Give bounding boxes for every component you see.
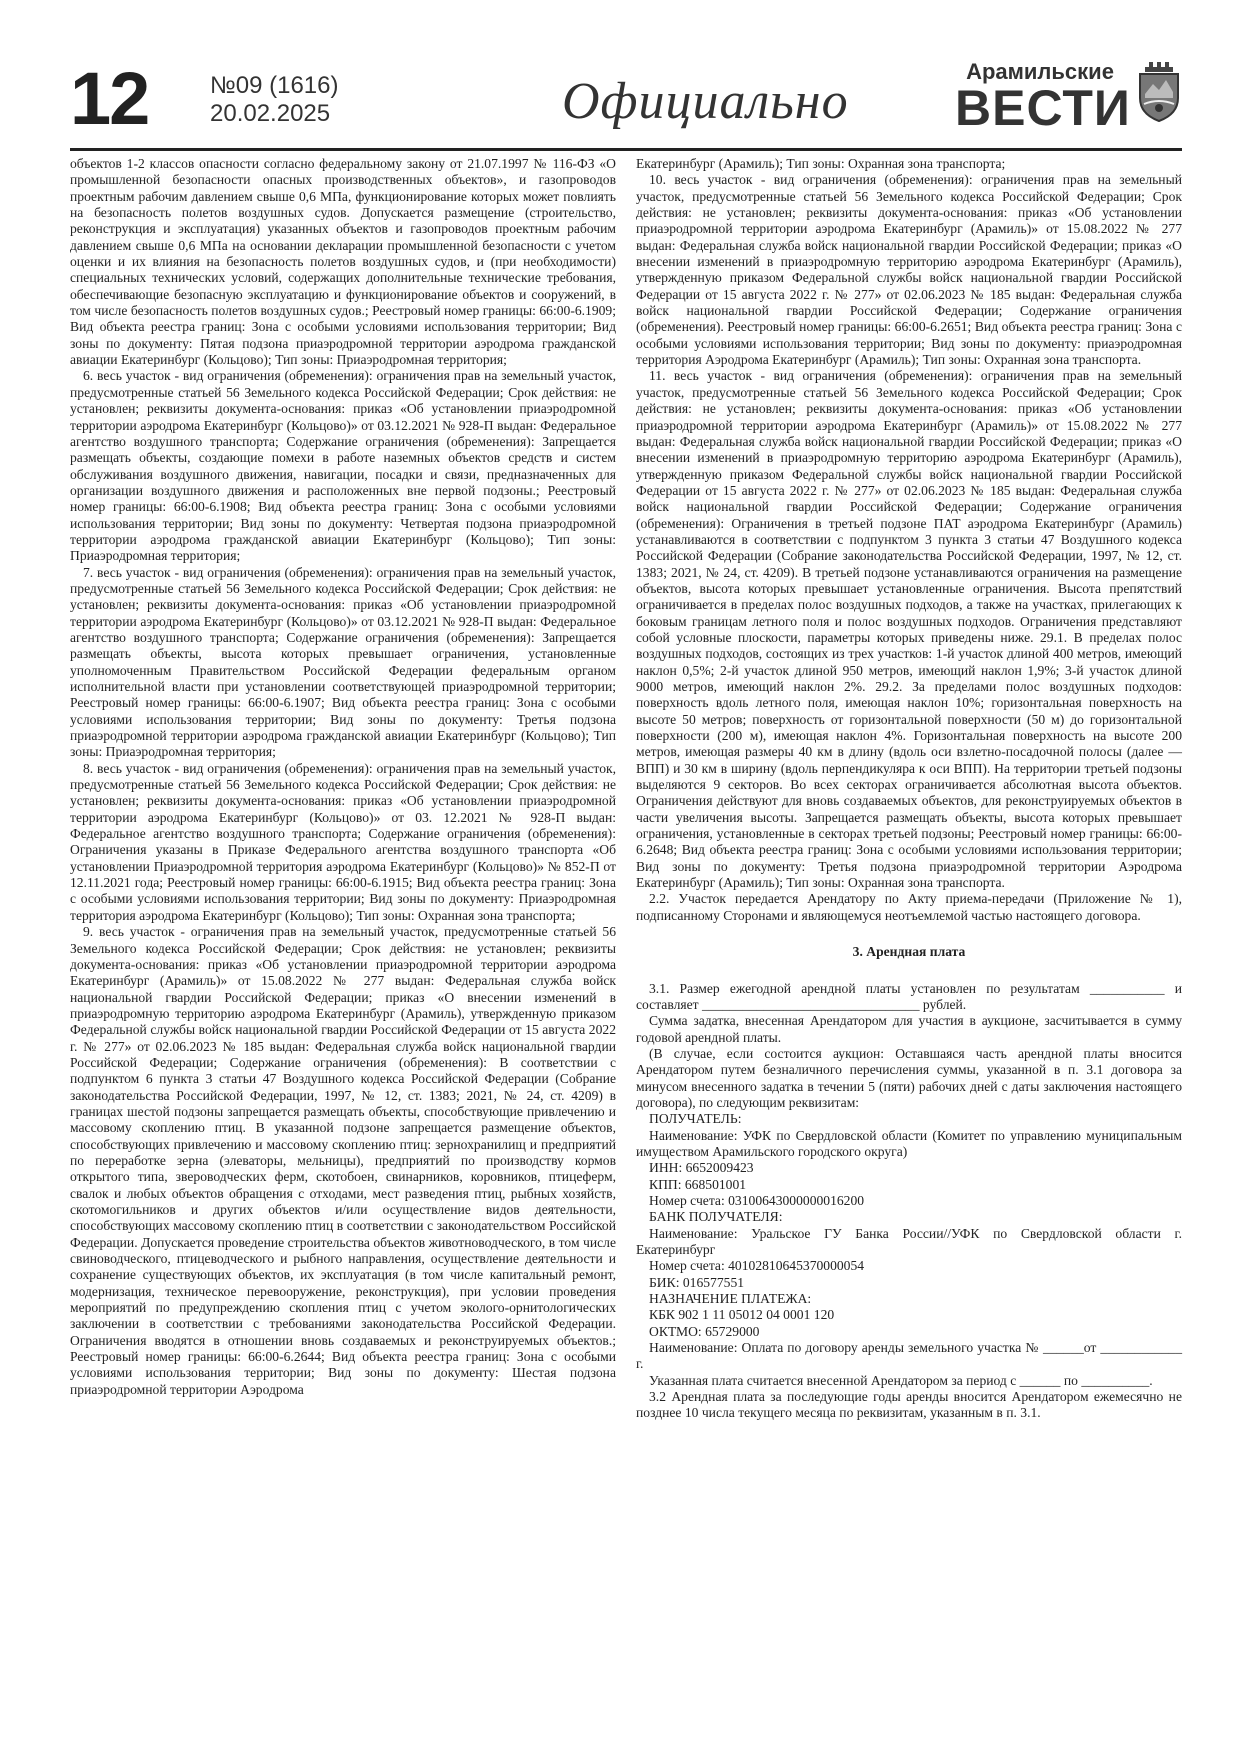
paragraph: 9. весь участок - ограничения прав на земельный участок, предусмотренные статьей 56 Земельного кодекса Российской Федерации; Срок действия: не установлен; реквизиты документа-основания: приказ «Об установлении приаэродромной территории аэродрома Екатеринбург (Арамиль)» от 15.08.2022 № 277 выдан: Федеральная служба войск национальной гвардии Российской Федерации; приказ «О внесении изменений в приаэродромную территорию аэродрома Екатеринбург (Арамиль), утвержденную приказом Федеральной службы войск национальной гвардии Российской Федерации от 15 августа 2022 г. № 277» от 02.06.2023 № 185 выдан: Федеральная служба войск национальной гвардии Российской Федерации; Содержание ограничения (обременения): В соответствии с подпунктом 6 пункта 3 статьи 47 Воздушного кодекса Российской Федерации (Собрание законодательства Российской Федерации, 1997, № 12, ст. 1383; 2021, № 24, ст. 4209) в границах шестой подзоны запрещается размещать объекты, способствующие привлечению и массовому скоплению птиц. В указанной подзоне запрещается размещение объектов, способствующих привлечению и массовому скоплению птиц: зернохранилищ и предприятий по переработке зерна (элеваторы, мельницы), предприятий по производству кормов открытого типа, звероводческих ферм, скотобоен, свинарников, коровников, птицеферм, свалок и любых объектов обращения с отходами, мест разведения птиц, рыбных хозяйств, скотомогильников и других объектов и/или осуществление видов деятельности, способствующих массовому скоплению птиц в соответствии с законодательством Российской Федерации. Допускается проведение строительства объектов животноводческого, в том числе свиноводческого, птицеводческого и рыбного направления, осуществление деятельности и сохранение существующих объектов, их эксплуатация (в том числе капитальный ремонт, модернизация, техническое перевооружение, реконструкция), при условии проведения мероприятий по предупреждению скопления птиц с учетом эколого-орнитологических заключении в соответствии с требованиями законодательства Российской Федерации. Ограничения вводятся в отношении вновь создаваемых и реконструируемых объектов.; Реестровый номер границы: 66:00-6.2644; Вид объекта реестра границ: Зона с особыми условиями использования территории; Вид зоны по документу: Шестая подзона приаэродромной территории Аэродрома <box>70 924 616 1397</box>
paragraph: Номер счета: 03100643000000016200 <box>649 1192 865 1208</box>
right-column <box>636 156 1182 1422</box>
paragraph: объектов 1-2 классов опасности согласно федеральному закону от 21.07.1997 № 116-ФЗ «О промышленной безопасности опасных производственных объектов», и газопроводов проектным рабочим давлением свыше 0,6 МПа, функционирование которых может повлиять на безопасность полетов воздушных судов. Допускается размещение (строительство, реконструкция и эксплуатация) указанных объектов и газопроводов проектным рабочим давлением свыше 0,6 МПа на основании декларации промышленной безопасности с учетом оценки и их влияния на безопасность полетов воздушных судов, и (при необходимости) специальных технических условий, содержащих дополнительные технические требования, обеспечивающие безопасную эксплуатацию и функционирование объектов и сооружений, в том числе безопасность полетов воздушных судов.; Реестровый номер границы: 66:00-6.1909; Вид объекта реестра границ: Зона с особыми условиями использования территории; Вид зоны по документу: Пятая подзона приаэродромной территории аэродрома гражданской авиации Екатеринбург (Кольцово); Тип зоны: Приаэродромная территория; <box>70 156 616 368</box>
paragraph: НАЗНАЧЕНИЕ ПЛАТЕЖА: <box>649 1291 812 1307</box>
paragraph: Сумма задатка, внесенная Арендатором для участия в аукционе, засчитывается в сумму годовой арендной платы. <box>636 1013 1182 1045</box>
paragraph: 8. весь участок - вид ограничения (обременения): ограничения прав на земельный участок, предусмотренные статьей 56 Земельного кодекса Российской Федерации; Срок действия: не установлен; реквизиты документа-основания: приказ «Об установлении приаэродромной территории аэродрома Екатеринбург (Кольцово)» от 03. 12.2021 № 928-П выдан: Федеральное агентство воздушного транспорта; Содержание ограничения (обременения): Ограничения указаны в Приказе Федерального агентства воздушного транспорта «Об установлении Приаэродромной территория аэродрома Екатеринбург (Кольцово)» № 852-П от 12.11.2021 года; Реестровый номер границы: 66:00-6.1915; Вид объекта реестра границ: Зона с особыми условиями использования территории; Вид зоны по документу: Приаэродромная территория аэродрома Екатеринбург (Кольцово); Тип зоны: Охранная зона транспорта; <box>70 760 616 923</box>
paragraph: Номер счета: 40102810645370000054 <box>649 1258 865 1274</box>
paragraph: БАНК ПОЛУЧАТЕЛЯ: <box>649 1209 783 1225</box>
issue-date: 20.02.2025 <box>210 100 331 127</box>
paragraph: (В случае, если состоится аукцион: Оставшаяся часть арендной платы вносится Арендатором путем безналичного перечисления суммы, указанной в п. 3.1 договора за минусом внесенного задатка в течении 5 (пяти) рабочих дней с даты заключения настоящего договора), по следующим реквизитам: <box>636 1045 1182 1110</box>
paragraph: 7. весь участок - вид ограничения (обременения): ограничения прав на земельный участок, предусмотренные статьей 56 Земельного кодекса Российской Федерации; Срок действия: не установлен; реквизиты документа-основания: приказ «Об установлении приаэродромной территории аэродрома Екатеринбург (Кольцово)» от 03.12.2021 № 928-П выдан: Федеральное агентство воздушного транспорта; Содержание ограничения (обременения): Запрещается размещать объекты, высота которых превышает ограничения, установленные уполномоченным Правительством Российской Федерации федеральным органом исполнительной власти при установлении соответствующей приаэродромной территории; Реестровый номер границы: 66:00-6.1907; Вид объекта реестра границ: Зона с особыми условиями использования территории; Вид зоны по документу: Третья подзона приаэродромной территории аэродрома гражданской авиации Екатеринбург (Кольцово); Тип зоны: Приаэродромная территория; <box>70 564 616 760</box>
paragraph: 10. весь участок - вид ограничения (обременения): ограничения прав на земельный участок, предусмотренные статьей 56 Земельного кодекса Российской Федерации; Срок действия: не установлен; реквизиты документа-основания: приказ «Об установлении приаэродромной территории аэродрома Екатеринбург (Арамиль)» от 15.08.2022 № 277 выдан: Федеральная служба войск национальной гвардии Российской Федерации; приказ «О внесении изменений в приаэродромную территорию аэродрома Екатеринбург (Арамиль), утвержденную приказом Федеральной службы войск национальной гвардии Российской Федерации от 15 августа 2022 г. № 277» от 02.06.2023 № 185 выдан: Федеральная служба войск национальной гвардии Российской Федерации; Содержание ограничения (обременения). Реестровый номер границы: 66:00-6.2651; Вид объекта реестра границ: Зона с особыми условиями использования территории; Вид зоны по документу: приаэродромная территория Аэродрома Екатеринбург (Арамиль); Тип зоны: Охранная зона транспорта. <box>636 172 1182 368</box>
page-header <box>70 58 1182 150</box>
masthead-top: Арамильские <box>966 59 1114 84</box>
masthead-main: ВЕСТИ <box>955 80 1131 136</box>
section-heading: 3. Арендная плата <box>852 944 966 960</box>
paragraph: Екатеринбург (Арамиль); Тип зоны: Охранная зона транспорта; <box>636 156 1006 171</box>
paragraph: Наименование: Уральское ГУ Банка России//УФК по Свердловской области г. Екатеринбург <box>636 1225 1182 1257</box>
coat-of-arms-icon <box>1135 62 1183 122</box>
paragraph: БИК: 016577551 <box>649 1274 745 1290</box>
paragraph: 6. весь участок - вид ограничения (обременения): ограничения прав на земельный участок, предусмотренные статьей 56 Земельного кодекса Российской Федерации; Срок действия: не установлен; реквизиты документа-основания: приказ «Об установлении приаэродромной территории аэродрома Екатеринбург (Кольцово)» от 03.12.2021 № 928-П выдан: Федеральное агентство воздушного транспорта; Содержание ограничения (обременения): Запрещается размещать объекты, создающие помехи в работе наземных объектов средств и систем обслуживания воздушного движения, навигации, посадки и связи, предназначенных для организации воздушного движения и расположенных вне первой подзоны.; Реестровый номер границы: 66:00-6.1908; Вид объекта реестра границ: Зона с особыми условиями использования территории; Вид зоны по документу: Четвертая подзона приаэродромной территории аэродрома гражданской авиации Екатеринбург (Кольцово); Тип зоны: Приаэродромная территория; <box>70 368 616 564</box>
paragraph: ОКТМО: 65729000 <box>649 1323 760 1339</box>
issue-info <box>210 72 338 128</box>
paragraph: КБК 902 1 11 05012 04 0001 120 <box>649 1307 835 1323</box>
section-title: Официально <box>562 73 849 130</box>
paragraph: 3.2 Арендная плата за последующие годы аренды вносится Арендатором ежемесячно не позднее 10 числа текущего месяца по реквизитам, указанным в п. 3.1. <box>636 1389 1182 1421</box>
paragraph: Наименование: Оплата по договору аренды земельного участка № ______от ____________ г. <box>636 1340 1182 1372</box>
paragraph: Наименование: УФК по Свердловской области (Комитет по управлению муниципальным имуществом Арамильского городского округа) <box>636 1127 1182 1159</box>
paragraph: ПОЛУЧАТЕЛЬ: <box>649 1111 742 1127</box>
paragraph: ИНН: 6652009423 <box>649 1160 754 1176</box>
paragraph: Указанная плата считается внесенной Арендатором за период с ______ по __________. <box>649 1372 1153 1388</box>
left-column <box>70 156 616 1398</box>
masthead-logo <box>955 59 1131 136</box>
header-rule <box>70 148 1182 151</box>
paragraph: 2.2. Участок передается Арендатору по Акту приема-передачи (Приложение № 1), подписанному Сторонами и являющемуся неотъемлемой частью настоящего договора. <box>636 891 1182 923</box>
paragraph: 11. весь участок - вид ограничения (обременения): ограничения прав на земельный участок, предусмотренные статьей 56 Земельного кодекса Российской Федерации; Срок действия: не установлен; реквизиты документа-основания: приказ «Об установлении приаэродромной территории аэродрома Екатеринбург (Арамиль)» от 15.08.2022 № 277 выдан: Федеральная служба войск национальной гвардии Российской Федерации; приказ «О внесении изменений в приаэродромную территорию аэродрома Екатеринбург (Арамиль), утвержденную приказом Федеральной службы войск национальной гвардии Российской Федерации от 15 августа 2022 г. № 277» от 02.06.2023 № 185 выдан: Федеральная служба войск национальной гвардии Российской Федерации; Содержание ограничения (обременения): Ограничения в третьей подзоне ПАТ аэродрома Екатеринбург (Арамиль) устанавливаются в соответствии с подпунктом 3 пункта 3 статьи 47 Воздушного кодекса Российской Федерации (Собрание законодательства Российской Федерации, 1997, № 12, ст. 1383; 2021, № 24, ст. 4209). В третьей подзоне устанавливаются ограничения на размещение объектов, высота которых превышает установленные ограничения. Высота препятствий ограничивается в пределах полос воздушных подходов, а также на участках, прилегающих к боковым границам летного поля и полос воздушных подходов. Ограничения представляют собой условные плоскости, параметры которых приведены ниже. 29.1. В пределах полос воздушных подходов, состоящих из трех участков: 1-й участок длиной 400 метров, имеющий наклон 0,5%; 2-й участок длиной 950 метров, имеющий наклон 1,9%; 3-й участок длиной 9000 метров, имеющий наклон 2%. 29.2. За пределами полос воздушных подходов: поверхность вдоль летного поля, имеющая наклон 10%; горизонтальная поверхность на высоте 50 метров; поверхность от горизонтальной поверхности (50 м) до горизонтальной поверхности (200 м), имеющая наклон 4%. Горизонтальная поверхность на высоте 200 метров, имеющая размеры 40 км в длину (вдоль оси взлетно-посадочной полосы (далее — ВПП) и 30 км в ширину (вдоль перпендикуляра к оси ВПП). На территории третьей подзоны выделяются 9 секторов. Во всех секторах ограничивается абсолютная высота объектов. Ограничения действуют для вновь создаваемых объектов, для реконструируемых объектов в части увеличения высоты. Запрещается размещать объекты, высота которых превышает ограничения, установленные в секторах третьей подзоны; Реестровый номер границы: 66:00-6.2648; Вид объекта реестра границ: Зона с особыми условиями использования территории; Вид зоны по документу: Третья подзона приаэродромной территории Аэродрома Екатеринбург (Арамиль); Тип зоны: Охранная зона транспорта. <box>636 368 1182 891</box>
page-number: 12 <box>70 57 149 140</box>
paragraph: КПП: 668501001 <box>649 1176 747 1192</box>
issue-number: №09 (1616) <box>210 72 339 99</box>
paragraph: 3.1. Размер ежегодной арендной платы установлен по результатам ___________ и составляет ________________________________ рублей. <box>636 980 1182 1012</box>
